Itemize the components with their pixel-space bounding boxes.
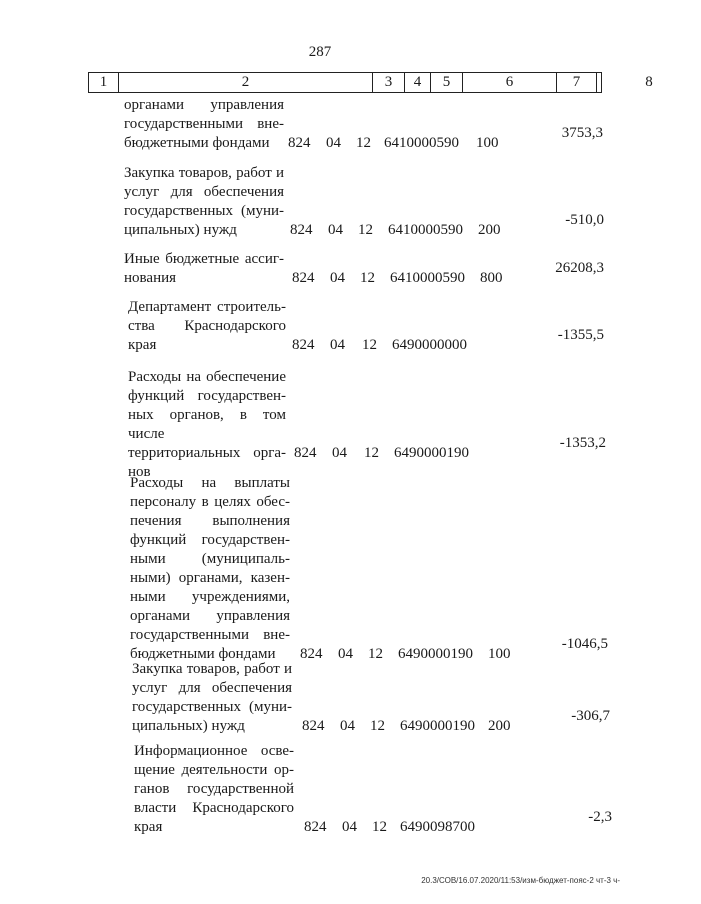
description-line: печения выполнения: [130, 513, 290, 529]
col-pr: 12: [360, 270, 375, 286]
row-description: [128, 298, 286, 355]
col-pr: 12: [362, 337, 377, 353]
description-line: Расходы на выплаты: [130, 475, 290, 491]
description-line: бюджетными фондами: [124, 135, 270, 151]
header-col-7: 7: [557, 73, 597, 92]
col-amount: -306,7: [571, 708, 610, 724]
header-col-1: 1: [89, 73, 119, 92]
description-line: нования: [124, 270, 177, 286]
col-ved: 824: [294, 445, 317, 461]
col-csr: 6410000590: [384, 135, 459, 151]
header-col-2: 2: [119, 73, 373, 92]
description-line: ства Краснодарского: [128, 318, 286, 334]
col-amount: -1046,5: [561, 636, 608, 652]
header-col-6: 6: [463, 73, 557, 92]
row-description: [134, 742, 294, 837]
col-rz: 04: [326, 135, 341, 151]
col-vr: 800: [480, 270, 503, 286]
header-col-5: 5: [431, 73, 463, 92]
col-rz: 04: [342, 819, 357, 835]
col-pr: 12: [356, 135, 371, 151]
col-csr: 6410000590: [390, 270, 465, 286]
description-line: функций государствен-: [128, 388, 286, 404]
description-line: органами управления: [130, 608, 290, 624]
col-csr: 6410000590: [388, 222, 463, 238]
description-line: ных органов, в том числе: [128, 407, 286, 442]
col-csr: 6490000190: [400, 718, 475, 734]
description-line: Информационное осве-: [134, 743, 294, 759]
description-line: функций государствен-: [130, 532, 290, 548]
col-ved: 824: [300, 646, 323, 662]
description-line: бюджетными фондами: [130, 646, 276, 662]
col-pr: 12: [368, 646, 383, 662]
col-amount: 3753,3: [561, 125, 603, 141]
col-vr: 100: [476, 135, 499, 151]
col-rz: 04: [330, 270, 345, 286]
row-description: [124, 164, 284, 240]
col-amount: -510,0: [565, 212, 604, 228]
description-line: ганов государственной: [134, 781, 294, 797]
col-rz: 04: [332, 445, 347, 461]
col-csr: 6490000190: [398, 646, 473, 662]
description-line: ными учреждениями,: [130, 589, 290, 605]
description-line: края: [128, 337, 157, 353]
description-line: государственными вне-: [130, 627, 290, 643]
description-line: власти Краснодарского: [134, 800, 294, 816]
description-line: государственными вне-: [124, 116, 284, 132]
description-line: персоналу в целях обес-: [130, 494, 290, 510]
description-line: Иные бюджетные ассиг-: [124, 251, 284, 267]
col-amount: -1355,5: [557, 327, 604, 343]
description-line: ципальных) нужд: [132, 718, 245, 734]
description-line: ципальных) нужд: [124, 222, 237, 238]
description-line: ными) органами, казен-: [130, 570, 290, 586]
description-line: территориальных орга-: [128, 445, 286, 461]
col-rz: 04: [338, 646, 353, 662]
description-line: Расходы на обеспечение: [128, 369, 286, 385]
col-ved: 824: [302, 718, 325, 734]
row-description: [124, 96, 284, 153]
row-description: [124, 250, 284, 288]
col-ved: 824: [292, 337, 315, 353]
description-line: Закупка товаров, работ и: [132, 661, 292, 677]
col-pr: 12: [364, 445, 379, 461]
header-col-8: 8: [645, 74, 653, 90]
col-csr: 6490098700: [400, 819, 475, 835]
row-description: [128, 368, 286, 482]
col-rz: 04: [328, 222, 343, 238]
col-ved: 824: [290, 222, 313, 238]
table-header: [88, 72, 653, 93]
col-csr: 6490000000: [392, 337, 467, 353]
description-line: края: [134, 819, 163, 835]
col-vr: 200: [478, 222, 501, 238]
col-ved: 824: [304, 819, 327, 835]
col-csr: 6490000190: [394, 445, 469, 461]
col-amount: -2,3: [588, 809, 612, 825]
description-line: нов: [128, 464, 151, 480]
col-ved: 824: [292, 270, 315, 286]
col-rz: 04: [340, 718, 355, 734]
footer-stamp: 20.3/СОВ/16.07.2020/11:53/изм-бюджет-пояс-2 чт-3 ч-: [421, 876, 620, 885]
description-line: ными (муниципаль-: [130, 551, 290, 567]
col-vr: 100: [488, 646, 511, 662]
description-line: государственных (муни-: [124, 203, 284, 219]
description-line: Закупка товаров, работ и: [124, 165, 284, 181]
description-line: услуг для обеспечения: [124, 184, 284, 200]
page-number: 287: [308, 44, 332, 60]
description-line: государственных (муни-: [132, 699, 292, 715]
header-col-4: 4: [405, 73, 431, 92]
row-description: [130, 474, 290, 664]
col-ved: 824: [288, 135, 311, 151]
col-pr: 12: [358, 222, 373, 238]
col-amount: -1353,2: [559, 435, 606, 451]
description-line: Департамент строитель-: [128, 299, 286, 315]
col-amount: 26208,3: [555, 260, 604, 276]
row-description: [132, 660, 292, 736]
description-line: органами управления: [124, 97, 284, 113]
col-vr: 200: [488, 718, 511, 734]
col-pr: 12: [372, 819, 387, 835]
description-line: щение деятельности ор-: [134, 762, 294, 778]
description-line: услуг для обеспечения: [132, 680, 292, 696]
header-col-3: 3: [373, 73, 405, 92]
col-pr: 12: [370, 718, 385, 734]
col-rz: 04: [330, 337, 345, 353]
